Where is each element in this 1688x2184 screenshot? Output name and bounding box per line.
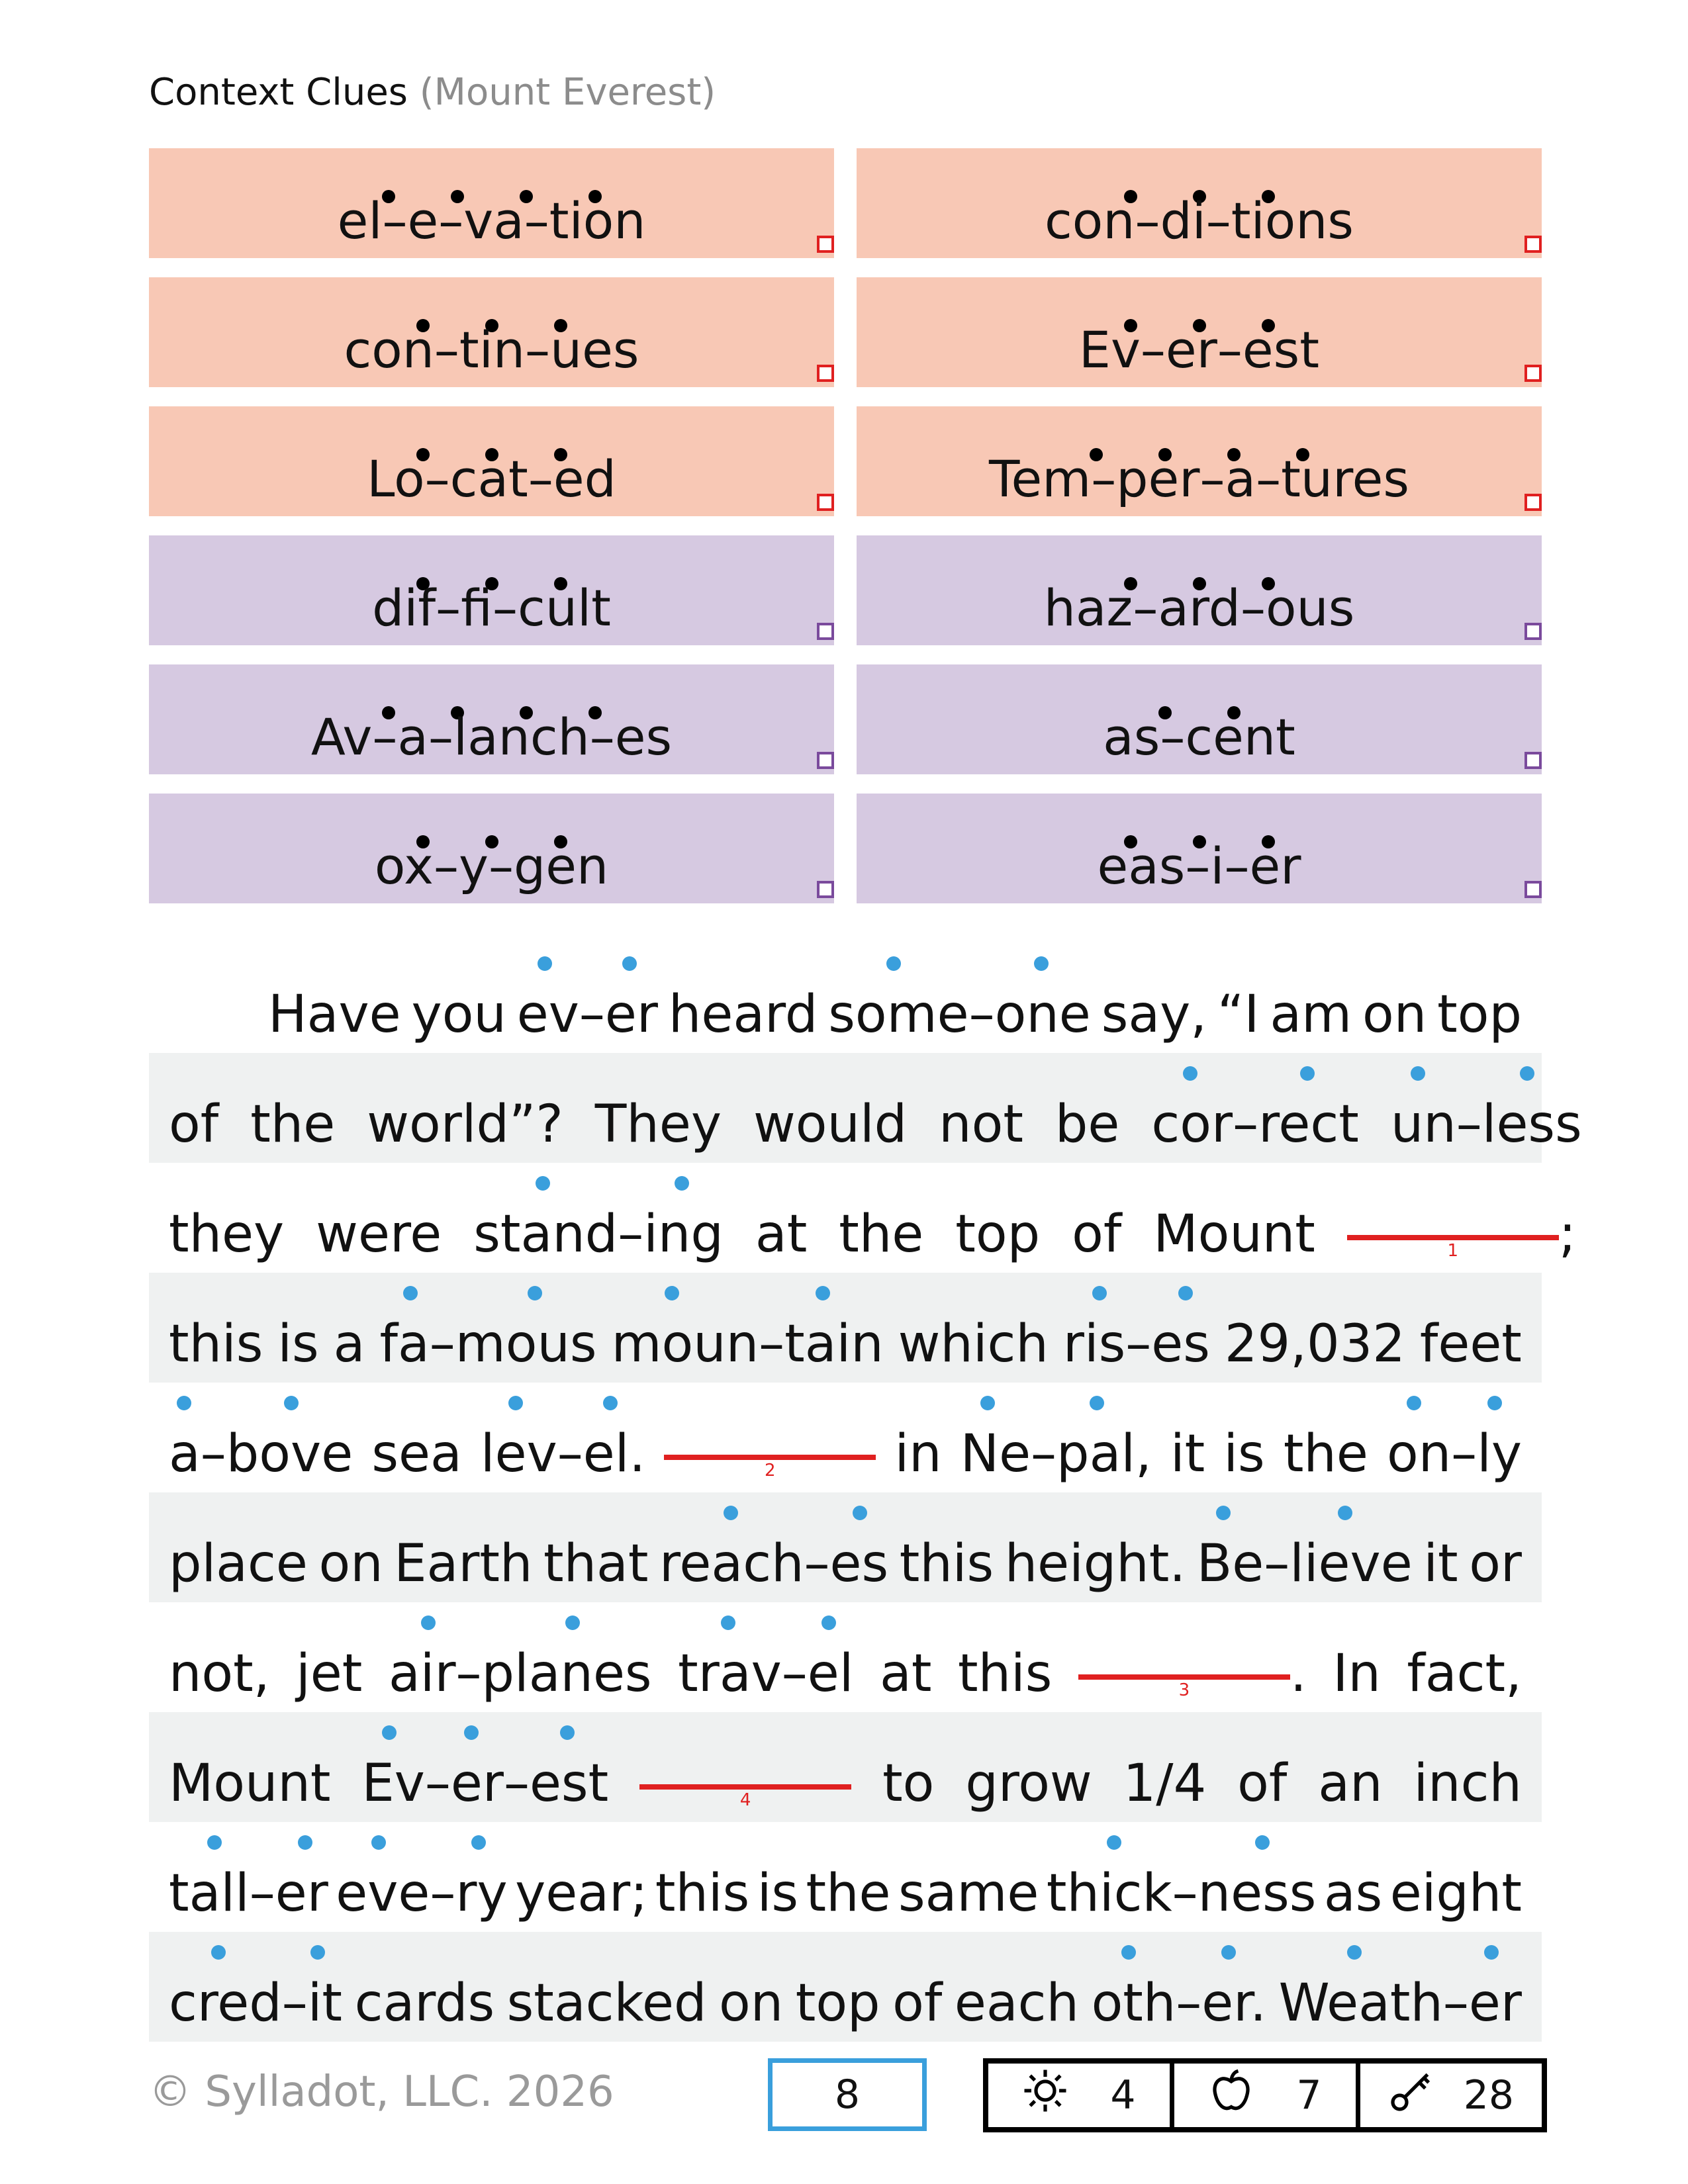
- syllable-dot: [1092, 1286, 1107, 1300]
- syllable-dots: [857, 414, 1542, 434]
- word-card: [857, 148, 1542, 258]
- syllable-dot: [1411, 1066, 1425, 1081]
- syllable-dot: [284, 1396, 299, 1410]
- passage-word: world”?: [367, 1095, 563, 1154]
- passage-word: of: [169, 1095, 219, 1154]
- card-word: dif–fi–cult: [372, 578, 611, 637]
- passage-word: top: [955, 1205, 1041, 1264]
- syllable-dot: [1484, 1945, 1499, 1960]
- passage-word: on–ly: [1387, 1424, 1522, 1484]
- passage-word: say,: [1101, 985, 1207, 1044]
- syllable-dot: [538, 956, 552, 971]
- passage-word: be: [1055, 1095, 1120, 1154]
- passage-word: thick–ness: [1046, 1864, 1317, 1923]
- passage-word: Weath–er: [1278, 1974, 1522, 2033]
- syllable-dots: [149, 414, 834, 434]
- answer-blank[interactable]: [1347, 1201, 1576, 1267]
- passage-word: same: [898, 1864, 1039, 1923]
- word-card: [149, 535, 834, 645]
- word-card: [149, 148, 834, 258]
- passage-word: Mount: [1153, 1205, 1315, 1264]
- passage-word: it: [1170, 1424, 1205, 1484]
- apple-icon: [1208, 2068, 1254, 2124]
- passage-word: which: [898, 1314, 1049, 1374]
- passage-word: eve–ry: [336, 1864, 508, 1923]
- passage-line: [149, 943, 1542, 1053]
- syllable-dots: [857, 285, 1542, 305]
- syllable-dot: [1300, 1066, 1315, 1081]
- blank-number: 4: [739, 1790, 751, 1810]
- syllable-dot: [1121, 1945, 1136, 1960]
- card-checkbox[interactable]: [817, 494, 834, 511]
- syllable-dot: [603, 1396, 618, 1410]
- passage-word: not: [939, 1095, 1023, 1154]
- passage-word: an: [1318, 1754, 1383, 1813]
- syllable-dots: [149, 156, 834, 176]
- line-text: [169, 1311, 1522, 1377]
- syllable-dot: [565, 1615, 580, 1630]
- syllable-dot-row: [149, 1066, 1542, 1082]
- passage-word: oth–er.: [1091, 1974, 1266, 2033]
- passage-word: of: [892, 1974, 943, 2033]
- answer-blank[interactable]: [639, 1751, 851, 1817]
- syllable-dot: [1520, 1066, 1534, 1081]
- syllable-dots: [149, 543, 834, 563]
- passage-word: jet: [296, 1644, 363, 1704]
- syllable-dot: [724, 1506, 738, 1520]
- passage-word: tall–er: [169, 1864, 328, 1923]
- passage-word: moun–tain: [611, 1314, 884, 1374]
- passage-word: of: [1237, 1754, 1288, 1813]
- passage-word: cred–it: [169, 1974, 342, 2033]
- word-card: [149, 664, 834, 774]
- passage-word: the: [250, 1095, 336, 1154]
- card-checkbox[interactable]: [817, 752, 834, 769]
- page-title: [149, 66, 716, 119]
- passage-word: Be–lieve: [1196, 1534, 1413, 1594]
- syllable-dot: [1107, 1835, 1121, 1850]
- card-checkbox[interactable]: [817, 236, 834, 253]
- syllable-dot: [1090, 1396, 1104, 1410]
- blank-number: 2: [765, 1460, 776, 1480]
- card-word: Av–a–lanch–es: [310, 707, 673, 766]
- answer-blank[interactable]: [664, 1421, 876, 1487]
- card-word: ox–y–gen: [374, 837, 609, 895]
- syllable-dot: [1216, 1506, 1231, 1520]
- syllable-dot: [622, 956, 637, 971]
- syllable-dot: [508, 1396, 523, 1410]
- syllable-dot-row: [149, 1396, 1542, 1412]
- title-text: Context Clues: [149, 71, 408, 114]
- passage-word: 1/4: [1123, 1754, 1207, 1813]
- passage-word: top: [1437, 985, 1522, 1044]
- passage-word: at: [880, 1644, 932, 1704]
- syllable-dot: [298, 1835, 312, 1850]
- word-card: [857, 664, 1542, 774]
- syllable-dots: [857, 156, 1542, 176]
- passage-word: would: [753, 1095, 908, 1154]
- word-card: [857, 277, 1542, 387]
- reading-passage: [149, 943, 1582, 2042]
- syllable-dot: [207, 1835, 222, 1850]
- syllable-dot: [980, 1396, 995, 1410]
- passage-word: am: [1270, 985, 1352, 1044]
- syllable-dot: [1338, 1506, 1352, 1520]
- line-text: [169, 1970, 1522, 2036]
- page-number: 8: [768, 2058, 927, 2131]
- syllable-dot: [675, 1176, 689, 1191]
- passage-word: it: [1423, 1534, 1458, 1594]
- syllable-dot: [1183, 1066, 1197, 1081]
- card-word: con–tin–ues: [344, 320, 639, 379]
- line-text: [169, 1860, 1522, 1927]
- passage-word: the: [839, 1205, 924, 1264]
- passage-line: [149, 1053, 1582, 1163]
- passage-word: the: [806, 1864, 891, 1923]
- syllable-dot: [371, 1835, 386, 1850]
- passage-word: is: [757, 1864, 799, 1923]
- blank-line: [1078, 1674, 1290, 1700]
- passage-word: at: [755, 1205, 808, 1264]
- passage-word: this: [958, 1644, 1053, 1704]
- passage-word: not,: [169, 1644, 270, 1704]
- passage-word: stacked: [506, 1974, 707, 2033]
- passage-word: year;: [515, 1864, 648, 1923]
- word-card: [857, 794, 1542, 903]
- passage-word: in: [894, 1424, 942, 1484]
- syllable-dot: [177, 1396, 191, 1410]
- passage-word: is: [277, 1314, 319, 1374]
- title-subtitle: (Mount Everest): [419, 71, 716, 114]
- passage-word: this: [899, 1534, 994, 1594]
- footer: [149, 2058, 1542, 2131]
- syllable-dots: [857, 543, 1542, 563]
- passage-word: fact,: [1407, 1644, 1522, 1704]
- passage-word: ris–es: [1062, 1314, 1210, 1374]
- word-card: [149, 794, 834, 903]
- passage-word: eight: [1389, 1864, 1522, 1923]
- passage-word: that: [543, 1534, 649, 1594]
- syllable-dot: [464, 1725, 479, 1740]
- passage-word: feet: [1419, 1314, 1522, 1374]
- syllable-dots: [149, 672, 834, 692]
- passage-word: top: [795, 1974, 880, 2033]
- passage-word: were: [316, 1205, 442, 1264]
- card-word: Ev–er–est: [1078, 320, 1320, 379]
- passage-word: on: [719, 1974, 784, 2033]
- passage-word: of: [1072, 1205, 1122, 1264]
- passage-word: is: [1223, 1424, 1265, 1484]
- syllable-dot: [853, 1506, 867, 1520]
- passage-word: height.: [1004, 1534, 1186, 1594]
- passage-word: some–one: [828, 985, 1091, 1044]
- passage-word: In: [1333, 1644, 1381, 1704]
- passage-word: this: [169, 1314, 263, 1374]
- card-word: eas–i–er: [1097, 837, 1301, 895]
- passage-line: [149, 1383, 1542, 1492]
- passage-word: Earth: [394, 1534, 533, 1594]
- passage-word: Ne–pal,: [960, 1424, 1152, 1484]
- card-checkbox[interactable]: [817, 365, 834, 382]
- passage-word: 29,032: [1224, 1314, 1405, 1374]
- syllable-dot: [1221, 1945, 1236, 1960]
- passage-word: trav–el: [678, 1644, 854, 1704]
- line-text: [169, 1751, 1522, 1817]
- syllable-dot-row: [149, 956, 1542, 972]
- passage-word: on: [1362, 985, 1427, 1044]
- syllable-dot-row: [149, 1835, 1542, 1851]
- passage-line: [149, 1163, 1577, 1273]
- syllable-dot-row: [149, 1725, 1542, 1741]
- passage-word: air–planes: [388, 1644, 652, 1704]
- passage-word: Mount: [169, 1754, 331, 1813]
- blank-line: [639, 1784, 851, 1810]
- stat-key: [1360, 2064, 1542, 2127]
- sun-icon: [1022, 2068, 1068, 2124]
- syllable-dot: [382, 1725, 397, 1740]
- card-checkbox[interactable]: [817, 623, 834, 640]
- passage-word: “I: [1217, 985, 1260, 1044]
- syllable-dot: [310, 1945, 325, 1960]
- blank-number: 1: [1447, 1240, 1459, 1261]
- syllable-dot: [1407, 1396, 1421, 1410]
- line-text: [169, 1421, 1522, 1487]
- card-checkbox[interactable]: [1524, 623, 1542, 640]
- passage-word: grow: [965, 1754, 1092, 1813]
- answer-blank[interactable]: [1078, 1641, 1307, 1707]
- stat-value: 28: [1463, 2072, 1515, 2118]
- blank-line: [1347, 1235, 1559, 1261]
- syllable-dot: [1487, 1396, 1502, 1410]
- copyright: © Sylladot, LLC. 2026: [149, 2068, 614, 2116]
- syllable-dots: [857, 801, 1542, 821]
- syllable-dot: [211, 1945, 226, 1960]
- line-text: [268, 981, 1522, 1048]
- passage-word: lev–el.: [480, 1424, 646, 1484]
- passage-word: a–bove: [169, 1424, 353, 1484]
- passage-line: [149, 1822, 1542, 1932]
- passage-line: [149, 1492, 1542, 1602]
- line-text: [169, 1641, 1522, 1707]
- syllable-dot-row: [149, 1286, 1542, 1302]
- passage-word: cor–rect: [1151, 1095, 1359, 1154]
- passage-word: this: [655, 1864, 750, 1923]
- card-word: Lo–cat–ed: [367, 449, 616, 508]
- card-word: con–di–tions: [1045, 191, 1354, 250]
- passage-line: [149, 1712, 1542, 1822]
- stat-value: 4: [1110, 2072, 1136, 2118]
- syllable-dot-row: [149, 1615, 1542, 1631]
- key-icon: [1388, 2068, 1434, 2124]
- stats-box: [983, 2058, 1547, 2132]
- card-checkbox[interactable]: [1524, 752, 1542, 769]
- passage-word: to: [882, 1754, 935, 1813]
- passage-word: place: [169, 1534, 308, 1594]
- syllable-dot: [1034, 956, 1049, 971]
- passage-word: each: [954, 1974, 1079, 2033]
- syllable-dot: [1178, 1286, 1193, 1300]
- card-checkbox[interactable]: [817, 881, 834, 898]
- syllable-dot: [821, 1615, 836, 1630]
- card-checkbox[interactable]: [1524, 236, 1542, 253]
- syllable-dot: [421, 1615, 436, 1630]
- line-text: [169, 1531, 1522, 1597]
- card-checkbox[interactable]: [1524, 881, 1542, 898]
- passage-word: heard: [668, 985, 818, 1044]
- syllable-dot: [721, 1615, 735, 1630]
- syllable-dot: [816, 1286, 830, 1300]
- syllable-dots: [857, 672, 1542, 692]
- word-card: [857, 535, 1542, 645]
- card-checkbox[interactable]: [1524, 494, 1542, 511]
- stat-value: 7: [1296, 2072, 1322, 2118]
- passage-word: inch: [1413, 1754, 1522, 1813]
- syllable-dot: [1347, 1945, 1362, 1960]
- syllable-dots: [149, 801, 834, 821]
- passage-word: the: [1283, 1424, 1368, 1484]
- passage-word: un–less: [1390, 1095, 1582, 1154]
- card-word: as–cent: [1103, 707, 1295, 766]
- passage-word: reach–es: [659, 1534, 889, 1594]
- passage-word: sea: [371, 1424, 462, 1484]
- passage-word: or: [1469, 1534, 1522, 1594]
- card-word: haz–ard–ous: [1043, 578, 1355, 637]
- passage-word: Have: [268, 985, 401, 1044]
- syllable-dot: [665, 1286, 679, 1300]
- word-card: [857, 406, 1542, 516]
- line-text: [169, 1201, 1577, 1267]
- card-checkbox[interactable]: [1524, 365, 1542, 382]
- passage-word: you: [411, 985, 506, 1044]
- syllable-dot-row: [149, 1176, 1542, 1192]
- passage-word: fa–mous: [379, 1314, 597, 1374]
- card-word: el–e–va–tion: [337, 191, 646, 250]
- syllable-dot: [1255, 1835, 1270, 1850]
- syllable-dot-row: [149, 1506, 1542, 1522]
- passage-word: a: [333, 1314, 365, 1374]
- passage-word: cards: [354, 1974, 495, 2033]
- syllable-dot: [560, 1725, 575, 1740]
- passage-word: They: [594, 1095, 722, 1154]
- passage-line: [149, 1932, 1542, 2042]
- passage-line: [149, 1602, 1542, 1712]
- syllable-dot: [471, 1835, 486, 1850]
- blank-line: [664, 1455, 876, 1480]
- stat-apple: [1174, 2064, 1360, 2127]
- syllable-dot: [403, 1286, 418, 1300]
- blank-punctuation: ;: [1558, 1205, 1577, 1264]
- card-word: Tem–per–a–tures: [988, 449, 1409, 508]
- stat-sun: [988, 2064, 1174, 2127]
- passage-word: ev–er: [516, 985, 658, 1044]
- passage-word: stand–ing: [473, 1205, 724, 1264]
- syllable-dot: [528, 1286, 542, 1300]
- blank-punctuation: .: [1289, 1644, 1307, 1704]
- passage-word: as: [1323, 1864, 1383, 1923]
- word-card: [149, 277, 834, 387]
- passage-line: [149, 1273, 1542, 1383]
- passage-word: Ev–er–est: [361, 1754, 609, 1813]
- passage-word: they: [169, 1205, 285, 1264]
- syllable-dot-row: [149, 1945, 1542, 1961]
- syllable-dot: [886, 956, 901, 971]
- word-card: [149, 406, 834, 516]
- line-text: [169, 1091, 1582, 1158]
- blank-number: 3: [1178, 1680, 1190, 1700]
- syllable-dot: [536, 1176, 550, 1191]
- passage-word: on: [318, 1534, 383, 1594]
- syllable-dots: [149, 285, 834, 305]
